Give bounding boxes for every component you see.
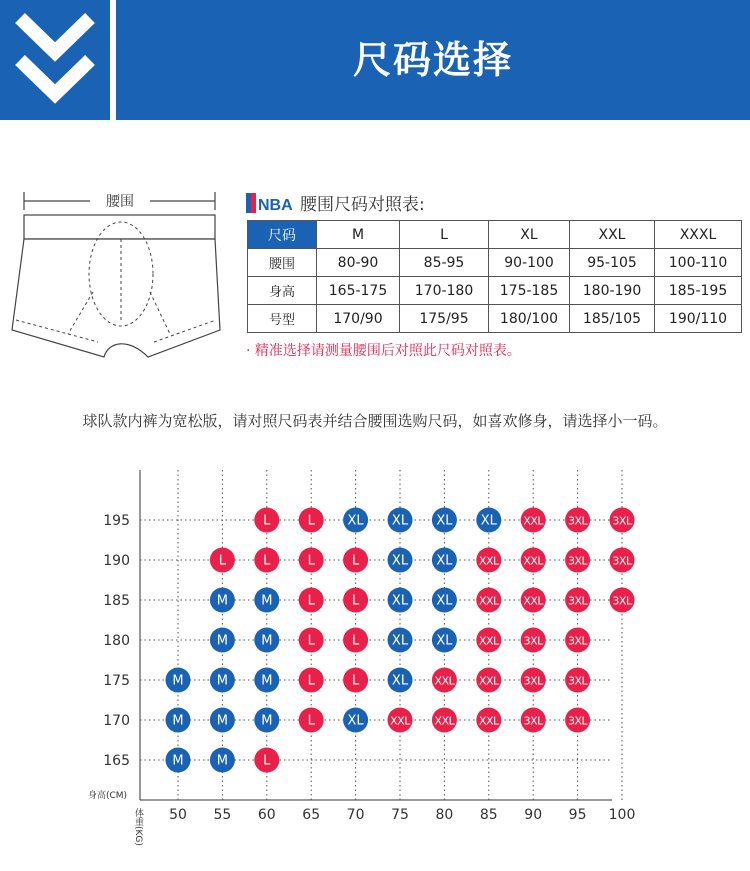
table-cell: 100-110 xyxy=(655,249,742,277)
size-marker-label: L xyxy=(263,513,271,529)
header-chevron-block xyxy=(0,0,110,120)
size-marker-label: XXL xyxy=(390,714,410,728)
table-header-cell: XXL xyxy=(570,221,655,249)
size-marker-label: M xyxy=(216,713,229,729)
table-cell: 175/95 xyxy=(400,305,489,333)
x-tick-label: 75 xyxy=(391,807,409,823)
waist-label: 腰围 xyxy=(106,194,134,210)
size-marker-label: L xyxy=(307,673,315,689)
size-marker-label: L xyxy=(307,513,315,529)
table-row xyxy=(248,277,742,305)
table-cell: 185-195 xyxy=(655,277,742,305)
size-marker-label: M xyxy=(172,713,184,729)
table-header-cell: XL xyxy=(489,221,570,249)
size-marker-label: M xyxy=(261,593,273,609)
size-marker-label: L xyxy=(351,633,360,649)
size-marker-label: XXL xyxy=(523,554,544,568)
size-marker-label: M xyxy=(216,673,229,689)
table-cell: 80-90 xyxy=(317,249,400,277)
x-tick-label: 50 xyxy=(169,807,187,823)
size-marker-label: L xyxy=(351,673,360,689)
table-header-cell: L xyxy=(400,221,489,249)
x-tick-label: 65 xyxy=(302,807,321,823)
table-header-cell: XXXL xyxy=(655,221,742,249)
x-tick-label: 100 xyxy=(608,807,636,823)
size-marker-label: XXL xyxy=(478,594,499,608)
nba-logo xyxy=(246,192,298,219)
size-marker-label: XL xyxy=(391,673,409,689)
size-marker-label: XL xyxy=(347,513,364,529)
x-tick-label: 70 xyxy=(346,807,365,823)
size-marker-label: XL xyxy=(436,553,453,569)
size-marker-label: XXL xyxy=(478,714,499,728)
x-tick-label: 85 xyxy=(479,807,498,823)
table-cell: 180-190 xyxy=(570,277,655,305)
size-marker-label: L xyxy=(263,753,271,769)
table-cell: 180/100 xyxy=(489,305,570,333)
size-marker-label: M xyxy=(261,633,273,649)
size-marker-label: XL xyxy=(391,593,409,609)
size-marker-label: L xyxy=(351,593,360,609)
size-marker-label: L xyxy=(263,553,271,569)
size-marker-label: L xyxy=(307,593,315,609)
table-cell: 170-180 xyxy=(400,277,489,305)
y-tick-label: 180 xyxy=(103,633,130,649)
y-tick-label: 175 xyxy=(103,673,130,689)
size-marker-label: L xyxy=(307,633,315,649)
size-table-note: · 精准选择请测量腰围后对照此尺码对照表。 xyxy=(246,343,521,359)
x-tick-label: 80 xyxy=(435,807,454,823)
size-marker-label: 3XL xyxy=(568,714,588,728)
table-cell: 190/110 xyxy=(655,305,742,333)
size-marker-label: XL xyxy=(391,513,409,529)
table-cell: 165-175 xyxy=(317,277,400,305)
fit-description: 球队款内裤为宽松版，请对照尺码表并结合腰围选购尺码，如喜欢修身，请选择小一码。 xyxy=(82,412,668,430)
size-marker-label: M xyxy=(172,673,184,689)
x-tick-label: 60 xyxy=(257,807,276,823)
size-marker-label: 3XL xyxy=(523,714,543,728)
table-cell: 185/105 xyxy=(570,305,655,333)
briefs-outline-icon xyxy=(8,182,228,362)
size-marker-label: XL xyxy=(436,633,453,649)
size-marker-label: L xyxy=(307,553,315,569)
table-row-label: 腰围 xyxy=(248,249,317,277)
y-tick-label: 195 xyxy=(103,513,130,529)
y-tick-label: 185 xyxy=(103,593,130,609)
table-row xyxy=(248,305,742,333)
size-marker-label: M xyxy=(261,673,273,689)
size-marker-label: XXL xyxy=(478,634,499,648)
size-marker-label: XL xyxy=(436,593,453,609)
size-marker-label: XXL xyxy=(434,674,455,688)
x-tick-label: 55 xyxy=(213,807,232,823)
size-marker-label: XL xyxy=(391,633,409,649)
table-header-row xyxy=(248,221,742,249)
size-marker-label: L xyxy=(218,553,227,569)
size-marker-label: XL xyxy=(347,713,364,729)
size-marker-label: XXL xyxy=(523,514,544,528)
size-marker-label: M xyxy=(216,593,229,609)
size-marker-label: 3XL xyxy=(612,594,632,608)
y-tick-label: 170 xyxy=(103,713,130,729)
table-cell: 175-185 xyxy=(489,277,570,305)
table-header-cell: M xyxy=(317,221,400,249)
size-table-title xyxy=(246,190,425,219)
size-marker-label: M xyxy=(216,633,229,649)
size-marker-label: XL xyxy=(436,513,453,529)
size-marker-label: 3XL xyxy=(523,634,543,648)
size-marker-label: M xyxy=(216,753,229,769)
table-header-cell: 尺码 xyxy=(248,221,317,249)
double-chevron-down-icon xyxy=(0,0,110,120)
size-marker-label: 3XL xyxy=(568,514,588,528)
y-axis-label: 身高(CM) xyxy=(88,791,128,801)
size-marker-label: XL xyxy=(480,513,497,529)
size-marker-label: 3XL xyxy=(568,674,588,688)
briefs-diagram xyxy=(8,182,228,366)
size-table-caption: 腰围尺码对照表: xyxy=(300,195,425,215)
size-marker-label: M xyxy=(261,713,273,729)
table-row-label: 身高 xyxy=(248,277,317,305)
size-marker-label: L xyxy=(351,553,360,569)
size-marker-label: 3XL xyxy=(523,674,543,688)
size-marker-label: XXL xyxy=(523,594,544,608)
size-marker-label: 3XL xyxy=(612,554,632,568)
size-marker-label: M xyxy=(172,753,184,769)
table-cell: 95-105 xyxy=(570,249,655,277)
size-marker-label: 3XL xyxy=(568,594,588,608)
table-cell: 90-100 xyxy=(489,249,570,277)
height-weight-size-chart xyxy=(0,470,750,870)
table-row xyxy=(248,249,742,277)
size-marker-label: XL xyxy=(391,553,409,569)
size-marker-label: XXL xyxy=(478,674,499,688)
page-title: 尺码选择 xyxy=(352,38,513,82)
y-tick-label: 190 xyxy=(103,553,130,569)
size-marker-label: L xyxy=(307,713,315,729)
y-tick-label: 165 xyxy=(103,753,130,769)
table-cell: 170/90 xyxy=(317,305,400,333)
size-marker-label: XXL xyxy=(434,714,455,728)
page-header xyxy=(0,0,750,120)
table-row-label: 号型 xyxy=(248,305,317,333)
size-marker-label: 3XL xyxy=(568,634,588,648)
table-cell: 85-95 xyxy=(400,249,489,277)
size-chart-table xyxy=(247,220,742,333)
x-tick-label: 95 xyxy=(568,807,587,823)
x-axis-label: 体重(KG) xyxy=(133,808,143,846)
size-marker-label: 3XL xyxy=(612,514,632,528)
svg-text:NBA: NBA xyxy=(258,196,293,214)
size-marker-label: XXL xyxy=(478,554,499,568)
size-marker-label: 3XL xyxy=(568,554,588,568)
x-tick-label: 90 xyxy=(524,807,543,823)
